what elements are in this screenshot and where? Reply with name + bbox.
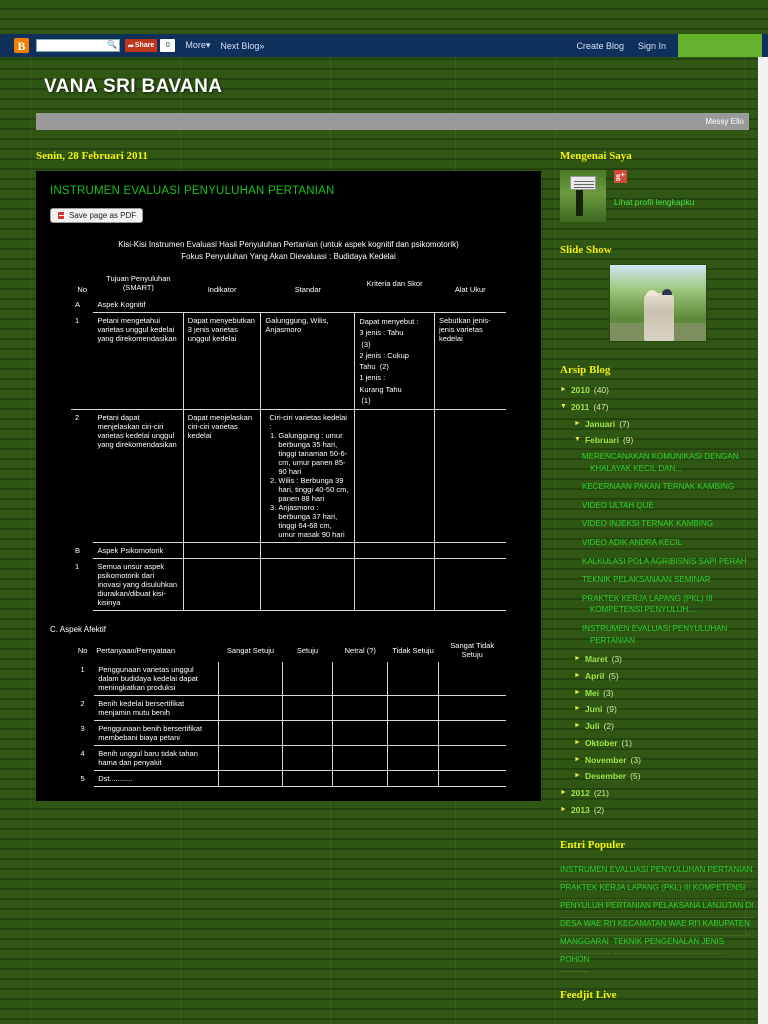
archive-month-label: Juli — [584, 721, 600, 732]
cell-indikator: Dapat menyebutkan 3 jenis varietas unggul kedelai — [183, 313, 261, 410]
header-gray-bar — [36, 113, 749, 130]
cell-tidak-setuju[interactable] — [388, 721, 439, 746]
cell-sangat-tidak-setuju[interactable] — [438, 721, 506, 746]
chevron-down-icon: ▾ — [205, 40, 211, 50]
archive-year-label: 2011 — [570, 401, 590, 412]
share-button[interactable] — [125, 39, 157, 52]
archive-post-link[interactable]: KECERNAAN PAKAN TERNAK KAMBING — [582, 482, 735, 492]
table-row — [71, 662, 506, 696]
archive-month-april[interactable] — [574, 670, 755, 683]
cell-tidak-setuju[interactable] — [388, 771, 439, 787]
archive-year-2011[interactable] — [560, 401, 755, 414]
cell-standar — [261, 410, 355, 543]
share-count: 0 — [160, 39, 175, 52]
chevron-right-icon: ► — [560, 386, 567, 393]
cell-alat — [434, 410, 506, 543]
cell-standar — [261, 559, 355, 611]
standar-heading: Ciri-ciri varietas kedelai : — [269, 413, 347, 431]
post-body — [36, 171, 541, 801]
col-header-no: No — [77, 645, 88, 655]
cell-netral[interactable] — [333, 662, 388, 696]
navbar-green-chip — [678, 34, 762, 57]
cell-sangat-setuju[interactable] — [219, 746, 282, 771]
sidebar — [560, 150, 755, 1023]
feedjit-title: Feedjit Live — [560, 988, 617, 1001]
archive-year-2012[interactable] — [560, 787, 755, 800]
archive-month-count: (9) — [606, 704, 617, 715]
archive-month-count: (5) — [630, 771, 641, 782]
pdf-button-label: Save page as PDF — [69, 211, 137, 220]
blogger-logo-icon[interactable]: B — [14, 38, 29, 53]
cell-alat — [434, 559, 506, 611]
archive-month-count: (2) — [603, 721, 614, 732]
person-graphic — [576, 190, 583, 216]
archive-year-label: 2012 — [570, 788, 590, 799]
archive-post-link[interactable]: VIDEO ADIK ANDRA KECIL — [582, 537, 683, 547]
cell-pertanyaan: Penggunaan varietas unggul dalam budidaya kedelai dapat meningkatkan produksi — [94, 662, 219, 696]
cell-no: 2 — [71, 410, 93, 543]
col-header-tidak-setuju: Tidak Setuju — [392, 645, 434, 655]
archive-month-count: (1) — [621, 737, 632, 748]
document-heading — [50, 239, 527, 263]
cell-pertanyaan: Penggunaan benih bersertifikat membebani biaya petani — [94, 721, 219, 746]
cell-no: 4 — [80, 748, 85, 758]
sign-graphic — [570, 176, 596, 190]
chevron-right-icon: ► — [574, 755, 581, 763]
list-item: 1. Galunggung : umur berbunga 35 hari, tinggi tanaman 50-6- cm, umur panen 85-90 hari — [278, 431, 350, 476]
chevron-right-icon: ► — [574, 688, 581, 696]
archive-month-label: Juni — [584, 704, 603, 715]
cell-no: 1 — [75, 315, 80, 325]
cell-sangat-tidak-setuju[interactable] — [438, 771, 506, 787]
search-input[interactable] — [36, 39, 120, 52]
archive-year-count: (21) — [593, 788, 609, 799]
archive-month-count: (3) — [630, 754, 641, 765]
chevron-down-icon: ▼ — [574, 436, 581, 444]
archive-post-link[interactable]: VIDEO INJEKSI TERNAK KAMBING — [582, 519, 713, 529]
archive-year-count: (2) — [593, 804, 605, 815]
cell-sangat-setuju[interactable] — [219, 721, 282, 746]
popular-entries-section — [560, 839, 755, 967]
profile-links — [614, 170, 694, 222]
archive-section — [560, 364, 755, 817]
cell-no: 1 — [80, 665, 85, 674]
table-row — [71, 771, 506, 787]
cell-indikator — [183, 297, 261, 313]
archive-month-januari[interactable] — [574, 418, 755, 431]
col-header-indikator: Indikator — [207, 285, 237, 294]
col-header-setuju: Setuju — [296, 645, 319, 655]
about-me-title: Mengenai Saya — [560, 150, 632, 162]
share-icon: ➦ — [128, 42, 134, 50]
archive-year-2010[interactable] — [560, 384, 755, 397]
table-row — [71, 543, 506, 559]
cell-setuju[interactable] — [282, 662, 333, 696]
save-page-as-pdf-button[interactable] — [50, 208, 143, 223]
col-header-tujuan: Tujuan Penyuluhan (SMART) — [106, 274, 171, 292]
archive-year-count: (47) — [593, 401, 609, 412]
cell-kriteria: Dapat menyebut : 3 jenis : Tahu (3) 2 jenis : Cukup Tahu (2) 1 jenis : Kurang Tahu (1) — [355, 313, 435, 410]
more-menu[interactable] — [185, 40, 210, 51]
standar-list — [265, 431, 350, 539]
cell-tidak-setuju[interactable] — [388, 746, 439, 771]
archive-post-link[interactable]: KALKULASI POLA AGRIBISNIS SAPI PERAH — [582, 556, 747, 566]
archive-post-link[interactable]: MERENCANAKAN KOMUNIKASI DENGAN KHALAYAK KECIL DAN... — [582, 452, 739, 473]
cell-kriteria — [355, 559, 435, 611]
cell-kriteria — [355, 297, 435, 313]
main-column — [36, 150, 541, 801]
table-row — [71, 721, 506, 746]
couple-graphic — [644, 293, 674, 341]
archive-post-link[interactable]: VIDEO ULTAH QUE — [582, 500, 654, 510]
chevron-right-icon: ► — [574, 671, 581, 679]
archive-month-juni[interactable] — [574, 703, 755, 716]
create-blog-link[interactable]: Create Blog — [576, 40, 624, 51]
avatar[interactable] — [560, 170, 606, 222]
cell-setuju[interactable] — [282, 771, 333, 787]
doc-heading-line2: Fokus Penyuluhan Yang Akan Dievaluasi : Budidaya Kedelai — [181, 252, 396, 261]
navbar-right — [562, 34, 762, 57]
cell-indikator — [183, 543, 261, 559]
archive-year-label: 2010 — [570, 385, 590, 395]
popular-entry-link[interactable]: PRAKTEK KERJA LAPANG (PKL) III KOMPETENSI PENYULUH PERTANIAN PELAKSANA LANJUTAN DI DESA WAE RI'I KECAMATAN WAE RI'I KABUPATEN MANGGARAI — [560, 876, 753, 954]
archive-month-count: (3) — [611, 654, 623, 665]
archive-month-count: (9) — [622, 435, 634, 446]
cell-netral[interactable] — [333, 746, 388, 771]
more-label: More — [185, 40, 206, 50]
hat-graphic — [646, 290, 658, 296]
cell-kriteria — [355, 410, 435, 543]
cell-sangat-setuju[interactable] — [219, 662, 282, 696]
cell-tujuan: Aspek Kognitif — [93, 297, 183, 313]
archive-post-link[interactable]: INSTRUMEN EVALUASI PENYULUHAN PERTANIAN — [582, 623, 728, 645]
archive-month-label: November — [584, 754, 627, 765]
archive-month-count: (5) — [608, 670, 619, 681]
cell-standar — [261, 297, 355, 313]
header-gray-bar-text: Messy Ello — [705, 117, 744, 126]
cell-alat — [434, 543, 506, 559]
archive-month-label: Oktober — [584, 737, 618, 748]
col-header-kriteria: Kriteria dan Skor — [366, 279, 423, 288]
popular-entry-link[interactable]: TEKNIK PENGENALAN JENIS POHON — [560, 930, 724, 972]
table-row — [71, 746, 506, 771]
archive-month-juli[interactable] — [574, 720, 755, 733]
post-date: Senin, 28 Februari 2011 — [36, 150, 148, 162]
col-header-standar: Standar — [294, 285, 321, 294]
head-graphic — [662, 289, 672, 295]
archive-month-mei[interactable] — [574, 687, 755, 700]
post-title[interactable]: INSTRUMEN EVALUASI PENYULUHAN PERTANIAN — [50, 185, 335, 197]
table-header-row — [71, 271, 506, 297]
popular-entries-title: Entri Populer — [560, 838, 626, 851]
cell-tidak-setuju[interactable] — [388, 662, 439, 696]
cell-standar: Galunggung, Wilis, Anjasmoro — [261, 313, 355, 410]
cell-sangat-tidak-setuju[interactable] — [438, 696, 506, 721]
blog-title: VANA SRI BAVANA — [44, 76, 223, 97]
archive-month-label: Maret — [584, 654, 608, 665]
col-header-no: No — [77, 285, 88, 294]
chevron-right-icon: ► — [560, 789, 567, 797]
table-header-row — [71, 638, 506, 662]
archive-month-count: (3) — [603, 687, 614, 698]
blogger-navbar — [0, 34, 768, 57]
archive-month-label: April — [584, 670, 605, 681]
cell-indikator — [183, 559, 261, 611]
archive-post-link[interactable]: TEKNIK PELAKSANAAN SEMINAR — [582, 575, 711, 585]
table-row — [71, 559, 506, 611]
slideshow-section — [560, 244, 755, 342]
chevron-right-icon: ► — [574, 772, 581, 780]
afektif-section-label: C. Aspek Afektif — [50, 625, 107, 634]
cell-pertanyaan: Benih unggul baru tidak tahan hama dan penyakit — [94, 746, 219, 771]
cell-setuju[interactable] — [282, 746, 333, 771]
archive-month-label: Januari — [584, 418, 616, 429]
slideshow-title: Slide Show — [560, 244, 612, 256]
col-header-netral: Netral (?) — [344, 645, 376, 655]
col-header-alat: Alat Ukur — [454, 285, 486, 294]
table-row — [71, 410, 506, 543]
cell-sangat-setuju[interactable] — [219, 696, 282, 721]
cell-no: 2 — [80, 698, 85, 708]
chevron-right-icon: ► — [574, 655, 581, 663]
cell-alat — [434, 297, 506, 313]
afektif-table — [71, 638, 506, 787]
col-header-sangat-setuju: Sangat Setuju — [226, 645, 275, 655]
cell-tidak-setuju[interactable] — [388, 696, 439, 721]
cell-pertanyaan: Dst........... — [94, 771, 219, 787]
cell-indikator: Dapat menjelaskan ciri-ciri varietas kedelai — [183, 410, 261, 543]
archive-month-maret[interactable] — [574, 653, 755, 666]
archive-year-label: 2013 — [570, 804, 590, 815]
archive-month-label: Desember — [584, 771, 627, 782]
cell-standar — [261, 543, 355, 559]
archive-month-desember[interactable] — [574, 770, 755, 783]
list-item: 3. Anjasmoro : berbunga 37 hari, tinggi 64-68 cm, umur masak 90 hari — [278, 503, 350, 539]
google-plus-icon[interactable]: g⁺ — [615, 171, 626, 181]
cell-no: 5 — [80, 773, 85, 783]
chevron-right-icon: ► — [574, 419, 581, 427]
page-scrollbar[interactable] — [758, 34, 768, 1024]
archive-month-oktober[interactable] — [574, 737, 755, 750]
cell-netral[interactable] — [333, 771, 388, 787]
archive-month-februari[interactable] — [574, 434, 755, 447]
slideshow-image[interactable] — [609, 264, 707, 342]
archive-year-2013[interactable] — [560, 804, 755, 817]
cell-no: A — [75, 300, 81, 309]
cell-kriteria — [355, 543, 435, 559]
cell-sangat-tidak-setuju[interactable] — [438, 662, 506, 696]
kisi-kisi-table — [71, 271, 506, 611]
doc-heading-line1: Kisi-Kisi Instrumen Evaluasi Hasil Penyuluhan Pertanian (untuk aspek kognitif dan psikomotorik) — [118, 240, 459, 249]
archive-month-label: Mei — [584, 687, 600, 698]
table-row — [71, 297, 506, 313]
cell-netral[interactable] — [333, 721, 388, 746]
table-row — [71, 696, 506, 721]
list-item: 2. Wilis : Berbunga 39 hari, tinggi 40-50 cm, panen 88 hari — [278, 476, 350, 503]
col-header-pertanyaan: Pertanyaan/Pernyataan — [96, 645, 176, 655]
pdf-icon — [57, 211, 65, 220]
search-icon: 🔍 — [107, 40, 117, 49]
archive-post-link[interactable]: PRAKTEK KERJA LAPANG (PKL) III KOMPETENSI PENYULUH... — [582, 593, 713, 615]
cell-alat: Sebutkan jenis-jenis varietas kedelai — [434, 313, 506, 410]
chevron-right-icon: ► — [574, 722, 581, 730]
popular-entry-link[interactable]: INSTRUMEN EVALUASI PENYULUHAN PERTANIAN — [560, 861, 752, 882]
cell-tujuan: Petani mengetahui varietas unggul kedelai yang direkomendasikan — [93, 313, 183, 410]
archive-month-count: (7) — [619, 418, 630, 429]
table-row — [71, 313, 506, 410]
cell-tujuan: Petani dapat menjelaskan ciri-ciri varietas kedelai unggul yang direkomendasikan — [93, 410, 183, 543]
view-full-profile-link[interactable]: Lihat profil lengkapku — [614, 197, 695, 207]
cell-tujuan: Aspek Psikomotorik — [93, 543, 183, 559]
cell-netral[interactable] — [333, 696, 388, 721]
about-me-section — [560, 150, 755, 222]
chevron-right-icon: ► — [560, 805, 567, 813]
chevron-right-icon: ► — [574, 738, 581, 746]
sign-in-link[interactable]: Sign In — [637, 40, 666, 51]
share-label: Share — [134, 42, 155, 49]
cell-sangat-tidak-setuju[interactable] — [438, 746, 506, 771]
archive-title: Arsip Blog — [560, 364, 611, 376]
profile-row — [560, 170, 755, 222]
col-header-sangat-tidak-setuju: Sangat Tidak Setuju — [450, 641, 495, 659]
chevron-right-icon: ► — [574, 705, 581, 713]
cell-setuju[interactable] — [282, 696, 333, 721]
cell-sangat-setuju[interactable] — [219, 771, 282, 787]
cell-no: 1 — [75, 561, 80, 571]
cell-no: 3 — [80, 723, 85, 733]
cell-tujuan: Semua unsur aspek psikomotorik dari inovasi yang disuluhkan diuraikan/dibuat kisi-kisinya — [93, 559, 183, 611]
feedjit-section — [560, 989, 755, 1001]
cell-no: B — [75, 545, 81, 555]
archive-month-november[interactable] — [574, 754, 755, 767]
archive-month-label: Februari — [584, 435, 619, 446]
cell-pertanyaan: Benih kedelai bersertifikat menjamin mutu benih — [94, 696, 219, 721]
chevron-down-icon: ▼ — [560, 402, 567, 410]
archive-year-count: (40) — [593, 385, 609, 395]
next-blog-link[interactable]: Next Blog» — [220, 40, 265, 51]
cell-setuju[interactable] — [282, 721, 333, 746]
